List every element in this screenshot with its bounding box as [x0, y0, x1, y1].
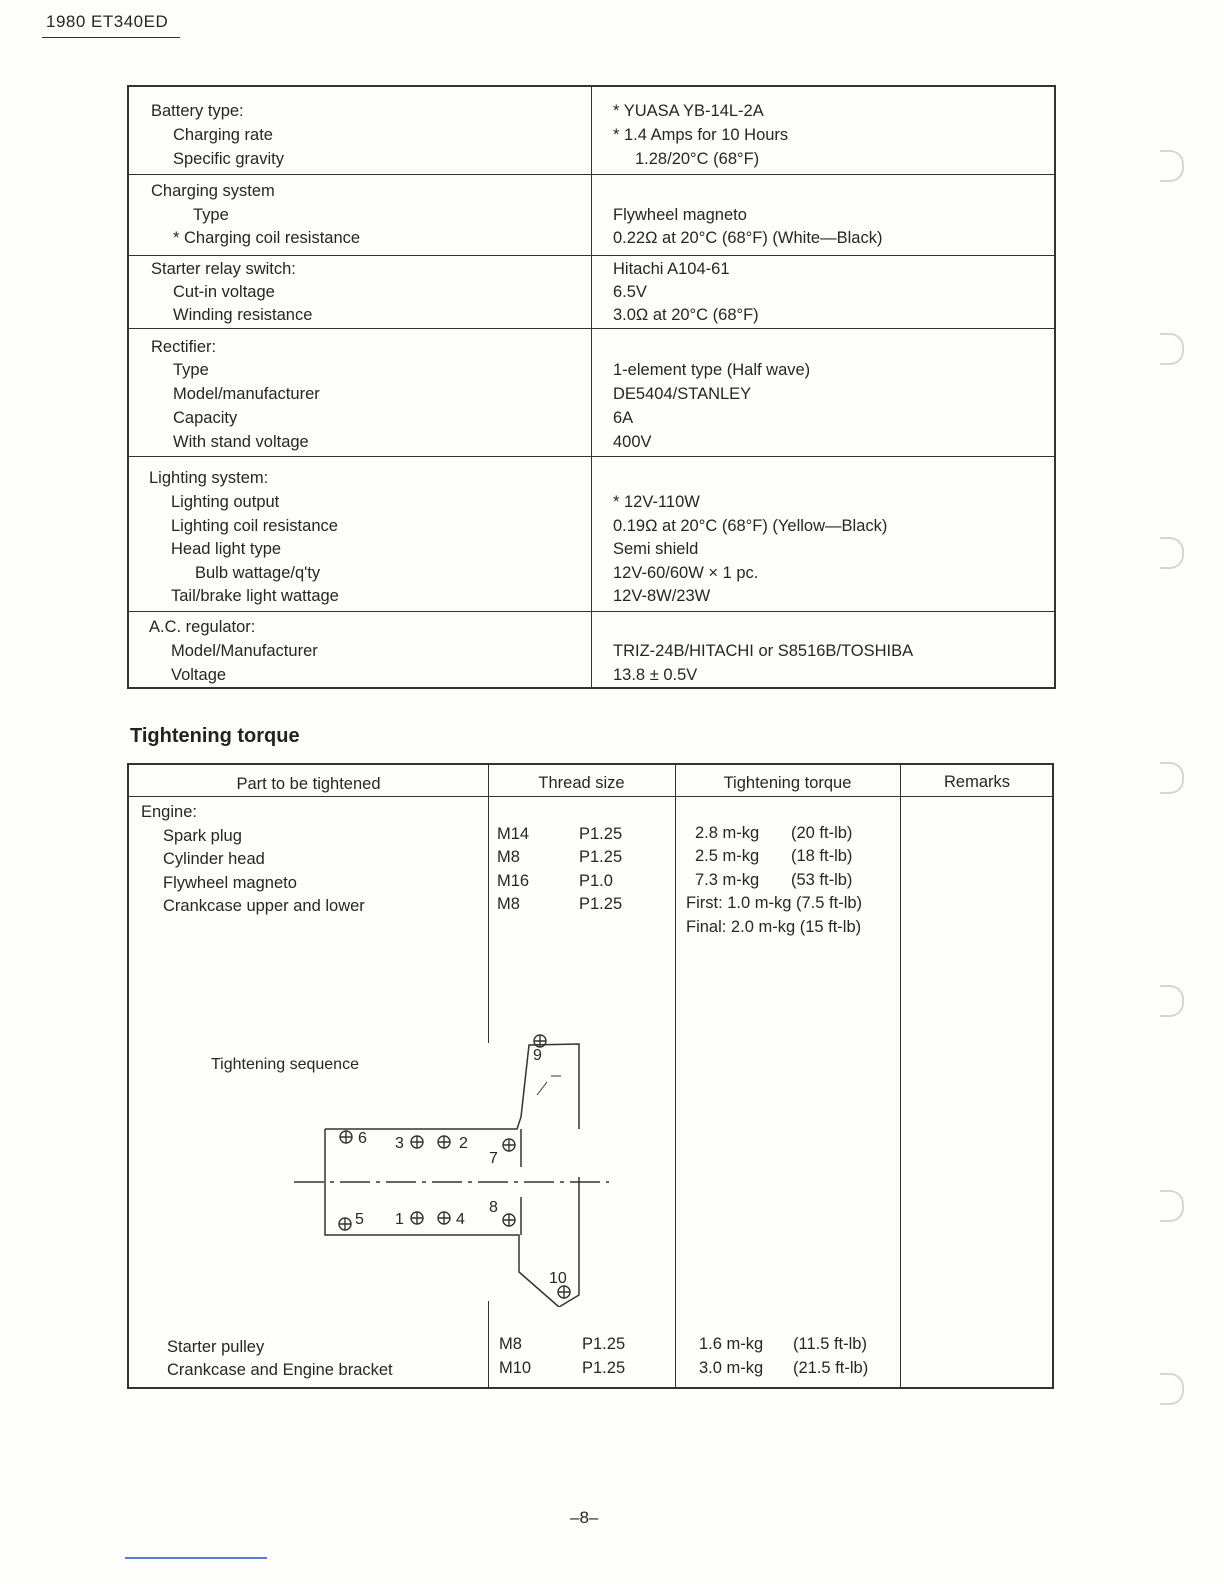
sequence-number: 10 [549, 1270, 567, 1287]
thread-size: M16 [497, 872, 530, 890]
spec-value: DE5404/STANLEY [613, 385, 752, 403]
spec-table [127, 85, 1056, 689]
sequence-number: 2 [459, 1135, 468, 1152]
binder-hole [1160, 333, 1184, 365]
torque-ftlb: (18 ft-lb) [791, 847, 853, 865]
spec-row-divider [129, 174, 1054, 175]
spec-value: 400V [613, 433, 652, 451]
spec-value: 6.5V [613, 283, 647, 301]
thread-size: M8 [497, 895, 520, 913]
torque-header-divider [129, 796, 1052, 797]
spec-label: Model/manufacturer [173, 385, 320, 403]
part-name: Crankcase upper and lower [163, 897, 365, 915]
binder-hole [1160, 1190, 1184, 1222]
spec-label: Winding resistance [173, 306, 313, 324]
spec-label: Lighting system: [149, 469, 269, 487]
spec-value: * 12V-110W [613, 493, 700, 511]
spec-label: Cut-in voltage [173, 283, 275, 301]
binder-hole [1160, 537, 1184, 569]
sequence-number: 7 [489, 1150, 498, 1167]
spec-value: 1-element type (Half wave) [613, 361, 811, 379]
torque-value: 1.6 m-kg [699, 1335, 764, 1353]
torque-ftlb: (21.5 ft-lb) [793, 1359, 869, 1377]
spec-label: A.C. regulator: [149, 618, 256, 636]
thread-pitch: P1.25 [582, 1359, 626, 1377]
spec-label: Charging rate [173, 126, 273, 144]
part-name: Flywheel magneto [163, 874, 297, 892]
torque-value: 2.8 m-kg [695, 824, 760, 842]
page-number: –8– [570, 1508, 599, 1527]
spec-value: Flywheel magneto [613, 206, 747, 224]
thread-size: M14 [497, 825, 530, 843]
tightening-sequence-diagram [289, 1027, 619, 1307]
spec-label: With stand voltage [173, 433, 309, 451]
binder-hole [1160, 1373, 1184, 1405]
spec-label: Lighting output [171, 493, 280, 511]
spec-value: Hitachi A104-61 [613, 260, 730, 278]
sequence-number: 9 [533, 1047, 542, 1064]
thread-pitch: P1.25 [579, 848, 623, 866]
spec-label: Bulb wattage/q'ty [195, 564, 321, 582]
spec-label: Battery type: [151, 102, 244, 120]
spec-label: Tail/brake light wattage [171, 587, 339, 605]
torque-column-divider [488, 1301, 489, 1387]
thread-size: M10 [499, 1359, 532, 1377]
part-name: Starter pulley [167, 1338, 265, 1356]
thread-size: M8 [499, 1335, 522, 1353]
decorative-rule [125, 1557, 267, 1559]
part-name: Spark plug [163, 827, 242, 845]
spec-value: 1.28/20°C (68°F) [635, 150, 760, 168]
spec-row-divider [129, 328, 1054, 329]
spec-label: Lighting coil resistance [171, 517, 338, 535]
spec-value: * YUASA YB-14L-2A [613, 102, 764, 120]
spec-value: TRIZ-24B/HITACHI or S8516B/TOSHIBA [613, 642, 914, 660]
column-header-torque: Tightening torque [723, 774, 852, 792]
thread-pitch: P1.25 [579, 825, 623, 843]
torque-column-divider [488, 765, 489, 1043]
section-title: Tightening torque [130, 725, 300, 747]
torque-table [127, 763, 1054, 1389]
document-header: 1980 ET340ED [46, 12, 169, 31]
torque-final: Final: 2.0 m-kg (15 ft-lb) [686, 918, 862, 936]
sequence-number: 4 [456, 1211, 465, 1228]
sequence-number: 5 [355, 1211, 364, 1228]
part-name: Cylinder head [163, 850, 265, 868]
thread-pitch: P1.25 [579, 895, 623, 913]
spec-label: Charging system [151, 182, 275, 200]
spec-column-divider [591, 87, 592, 687]
column-header-thread: Thread size [538, 774, 625, 792]
sequence-number: 3 [395, 1135, 404, 1152]
part-name: Crankcase and Engine bracket [167, 1361, 393, 1379]
column-header-part: Part to be tightened [236, 775, 381, 793]
spec-label: Model/Manufacturer [171, 642, 318, 660]
torque-ftlb: (53 ft-lb) [791, 871, 853, 889]
spec-label: * Charging coil resistance [173, 229, 361, 247]
spec-row-divider [129, 456, 1054, 457]
spec-value: Semi shield [613, 540, 699, 558]
spec-label: Starter relay switch: [151, 260, 296, 278]
torque-value: 3.0 m-kg [699, 1359, 764, 1377]
binder-hole [1160, 150, 1184, 182]
spec-label: Type [193, 206, 229, 224]
spec-value: 6A [613, 409, 634, 427]
thread-pitch: P1.25 [582, 1335, 626, 1353]
engine-label: Engine: [141, 803, 197, 821]
spec-value: * 1.4 Amps for 10 Hours [613, 126, 789, 144]
torque-value: First: 1.0 m-kg (7.5 ft-lb) [686, 894, 863, 912]
torque-value: 7.3 m-kg [695, 871, 760, 889]
thread-size: M8 [497, 848, 520, 866]
spec-label: Rectifier: [151, 338, 217, 356]
sequence-number: 8 [489, 1199, 498, 1216]
header-underline [42, 37, 180, 38]
torque-column-divider [675, 765, 676, 1387]
torque-ftlb: (11.5 ft-lb) [793, 1335, 867, 1353]
sequence-number: 6 [358, 1130, 367, 1147]
spec-label: Specific gravity [173, 150, 284, 168]
spec-value: 3.0Ω at 20°C (68°F) [613, 306, 759, 324]
torque-value: 2.5 m-kg [695, 847, 760, 865]
torque-ftlb: (20 ft-lb) [791, 824, 853, 842]
spec-value: 0.19Ω at 20°C (68°F) (Yellow—Black) [613, 517, 888, 535]
spec-label: Head light type [171, 540, 282, 558]
sequence-label: Tightening sequence [211, 1056, 359, 1073]
spec-value: 12V-60/60W × 1 pc. [613, 564, 759, 582]
thread-pitch: P1.0 [579, 872, 613, 890]
sequence-number: 1 [395, 1211, 404, 1228]
binder-hole [1160, 985, 1184, 1017]
spec-value: 13.8 ± 0.5V [613, 666, 698, 684]
binder-hole [1160, 762, 1184, 794]
spec-label: Voltage [171, 666, 227, 684]
spec-label: Type [173, 361, 209, 379]
torque-column-divider [900, 765, 901, 1387]
spec-value: 0.22Ω at 20°C (68°F) (White—Black) [613, 229, 883, 247]
spec-row-divider [129, 255, 1054, 256]
column-header-remarks: Remarks [943, 773, 1010, 791]
spec-label: Capacity [173, 409, 238, 427]
spec-row-divider [129, 611, 1054, 612]
spec-value: 12V-8W/23W [613, 587, 711, 605]
